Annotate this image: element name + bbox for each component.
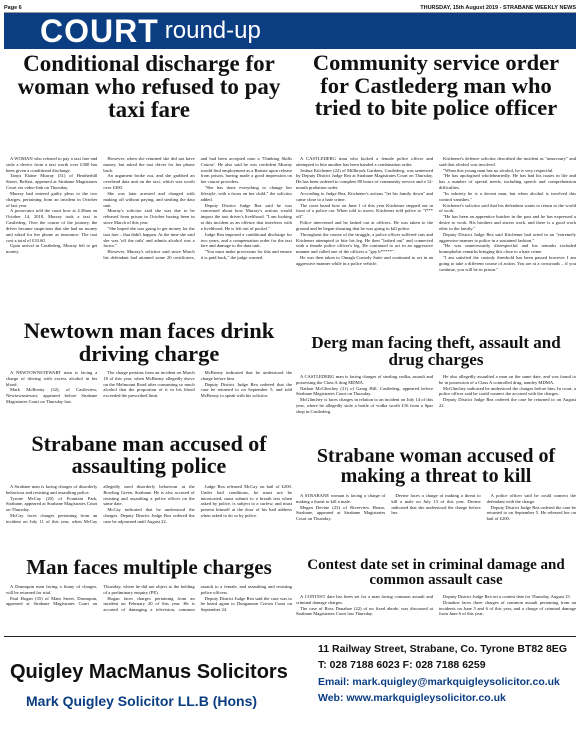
headline-contest: Contest date set in criminal damage and common assault case (307, 557, 565, 588)
article-paragraph: Deputy District Judge Rea said he was concerned about how Murray's actions would impact the taxi driver's livelihood. "I am looking at this incident as an offence that interferes with a livelihood. He is left out of pocket." (200, 202, 292, 231)
article-body-derg (296, 374, 576, 442)
article-paragraph: He was then taken to Omagh Custody Suite and continued to act in an aggressive manner while in a police vehicle. (296, 255, 433, 266)
advert-phone: T: 028 7188 6023 F: 028 7188 6259 (318, 659, 486, 672)
article-paragraph: Mark McBreaty (32), of Castleview, Newtownstewart, appeared before Strabane Magistrates Court on Thursday last. (6, 387, 98, 405)
article-body-newtown (6, 370, 292, 430)
advert-web[interactable]: Web: www.markquigleysolicitor.co.uk (318, 691, 506, 704)
article-paragraph: "In sobriety he is a decent man, but when alcohol is involved this control vanishes." (439, 190, 576, 202)
article-paragraph: Deputy District Judge Rea said the case was to be heard again to Dungannon Crown Court on September 24. (200, 595, 292, 613)
article-paragraph: McGlinchey indicated he understood the charges before him. In court, a police officer said he could connect the accused with the charges. (439, 385, 576, 397)
article-paragraph: "When this young man has no alcohol, he is very respectful. (443, 167, 554, 173)
article-paragraph: A prosecutor told the court how at 4.30am on October 14, 2018, Murray took a taxi to Castlederg. Over the course of the journey, the driver became suspicious that she had no money and asked for her phone as insurance. The taxi cost a total of £33.60. (6, 208, 98, 243)
article-body-assault (6, 484, 292, 554)
page-header-bar (4, 3, 576, 13)
article-paragraph: Tyrone McCay (20) of Fountain Park, Strabane, appeared at Strabane Magistrates Court on Thursday. (6, 495, 98, 513)
article-paragraph: McBreaty indicated that he understood the charge before him. (200, 370, 292, 381)
article-paragraph: Deputy District Judge Rea ordered that the case be returned to on September 5, and told McBreaty to speak with his solicitor. (200, 381, 292, 399)
article-paragraph: Judge Rea released McCay on bail of £200. Under bail conditions, he must not be intoxicated, must submit to a breath test when asked by police, is subject to a curfew, and must present himself at the door of his bail address when asked to do so by police. (200, 484, 292, 519)
advert-email[interactable]: Email: mark.quigley@markquigleysolicitor.co.uk (318, 675, 560, 688)
article-paragraph: An argument broke out, and she grabbed an overhead data unit on the taxi, which was worth over £300. (103, 173, 195, 191)
article-paragraph: A Strabane man is facing charges of disorderly behaviour and resisting and assaulting police. (6, 484, 98, 495)
headline-community: Community service order for Castlederg man who tried to bite police officer (312, 50, 560, 120)
section-title: COURT (40, 12, 159, 49)
article-paragraph: According to Judge Rea, Kitchener's actions "let his family down" and came close to a hate crime. (296, 190, 433, 202)
article-paragraph: Kitchener's solicitor said that his defendant wants to return to the world of work. (439, 202, 576, 214)
article-paragraph: A CASTLEDERG man is facing charges of stealing vodka, assault and possessing the Class A drug MDMA. (296, 374, 433, 385)
article-paragraph: "He has apologised wholeheartedly. He has had his issues in life and has a number of special needs, including speech and comprehension difficulties. (439, 173, 576, 191)
article-paragraph: Murray had entered guilty pleas to the two charges, pertaining from an incident in October of last year. (6, 190, 98, 208)
section-banner (4, 13, 576, 49)
article-paragraph: Throughout the course of the struggle, a police officer suffered cuts and Kitchener attempted to bite his leg. He then "lashed out" and connected with a female police officer's leg. He continued to act in an aggressive manner and called one of the officers a "gay b*****". (296, 231, 433, 255)
headline-derg: Derg man facing theft, assault and drug charges (311, 333, 561, 369)
article-paragraph: She was later arrested and charged with making off without paying, and stealing the data unit. (103, 190, 195, 208)
section-subtitle: round-up (164, 17, 261, 44)
article-paragraph: Tanya Elaine Murray (31) of Heatherhill Street, Belfast, appeared at Strabane Magistrates Court via video-link on Thursday. (6, 173, 98, 191)
article-paragraph: However, Murray's solicitor said since March his defendant had attained some 20 certificates, and had been accepted onto a 'Thinking Skills Course'. He also said he was confident Murray would find employment as a Barista upon release from prison, having made a good impression on her course providers. (103, 156, 292, 261)
article-paragraph: A police officer said he could connect the defendant with the charge. (486, 493, 576, 504)
page-number: Page 6 (4, 4, 22, 11)
article-paragraph: McGlinchey is faces charges in relation to an incident on July 14 of this year, where he allegedly stole a bottle of vodka worth £16 from a Spar shop in Castlederg. (296, 397, 433, 414)
article-paragraph: A Drumquin man facing a litany of charges, will be returned for trial. (6, 584, 98, 595)
headline-assault: Strabane man accused of assaulting police (31, 431, 267, 478)
headline-taxi: Conditional discharge for woman who refused to pay taxi fare (17, 51, 281, 122)
article-paragraph: A NEWTOWNSTEWART man is facing a charge of driving with excess alcohol in his blood. (6, 370, 98, 387)
article-paragraph: "She hoped she was going to get money for the taxi fare – that didn't happen. At the time she said she was 'off the rails' and admits alcohol was a factor." (103, 225, 195, 249)
article-paragraph: The charge pertains from an incident on March 18 of this year, when McBreaty allegedly drove on the Melmount Road after consuming so much alcohol that the proportion of it in his blood exceeded the prescribed limit. (103, 370, 195, 399)
article-body-threat (296, 493, 576, 555)
article-paragraph: Upon arrival in Castlederg, Murray left to get money. (6, 243, 98, 255)
article-paragraph: Deputy District Judge Rea ordered the case be returned to on September 5. He released her on bail of £200. (486, 504, 576, 522)
article-paragraph: Deputy District Judge Rea ordered the case be returned to on August 22. (439, 397, 576, 409)
article-body-multiple (6, 584, 292, 634)
solicitor-advert (4, 636, 576, 734)
article-body-taxi (6, 156, 292, 316)
article-paragraph: Kitchener's defence solicitor described the incident as "unsavoury" and said that alcohol was involved. (439, 156, 576, 167)
article-paragraph: Judge Rea imposed a conditional discharge for two years, and a compensation order for the taxi fare and damage to the data unit. (200, 231, 292, 249)
article-paragraph: Deputy District Judge Rea set a contest date for Thursday, August 15. (443, 594, 571, 599)
article-paragraph: "I am satisfied the custody threshold has been passed however I am going to take a different course of action. You are at a crossroads – if you continue, you will be in prison." (439, 255, 576, 272)
article-paragraph: Murray's solicitor said she was due to be released from prison in October having been in since March of this year. (103, 208, 195, 226)
article-paragraph: A STRABANE woman is facing a charge of making a threat to kill a male. (296, 493, 386, 504)
article-paragraph: Hogan faces charges pertaining from an incident on February 20 of this year. He is accused of damaging a television, common assault to a female, and assaulting and resisting police officers. (103, 584, 292, 613)
article-paragraph: McCay faces charges pertaining from an incident on July 11 of this year, when McCay allegedly used disorderly behaviour at the Bowling Green, Strabane. He is also accused of resisting and assaulting a police officer on the same date. (6, 484, 195, 524)
article-paragraph: "She has done everything to change her lifestyle, with a focus on her child," the solicitor added. (200, 185, 292, 202)
article-paragraph: Megan Devine (23) of Riverview House, Strabane, appeared at Strabane Magistrates Court on Thursday. (296, 504, 386, 522)
article-paragraph: A WOMAN who refused to pay a taxi fare and stole a device from a taxi worth over £300 has been given a conditional discharge. (6, 156, 98, 173)
article-body-community (296, 156, 576, 330)
article-paragraph: Paul Hogan (35) of Main Street, Drumquin, appeared at Strabane Magistrates Court on Thursday, where he did not object to the holding of a preliminary enquiry (PE). (6, 584, 195, 607)
article-paragraph: "He has been an apprentice butcher in the past and he has expressed a desire to work. His brothers and sisters work, and there is a good work ethic in the family." (439, 214, 576, 231)
headline-threat: Strabane woman accused of making a threat to kill (316, 445, 556, 487)
article-body-contest (296, 594, 576, 634)
article-paragraph: Donahoe faces three charges of common assault pertaining from an incidents on June 5 and 6 of this year, and a charge of criminal damage from June 6 of this year. (439, 599, 576, 617)
article-paragraph: Police intervened and he lashed out at officers. He was taken to the ground and he began shouting that he was going to kill police. (296, 220, 433, 231)
article-paragraph: He also allegedly assaulted a man on the same date, and was found to be in possession of a Class A controlled drug, namley MDMA. (439, 374, 576, 385)
article-paragraph: Deputy District Judge Rea said Kitchener had acted in an "extremely aggressive manner to police in a sustained fashion." (439, 231, 576, 243)
advert-firm-name: Quigley MacManus Solicitors (10, 661, 288, 683)
article-paragraph: The case of Ross Donahoe (22) of no fixed abode, was discussed at Strabane Magistrates Court last Thursday. (296, 605, 433, 617)
article-paragraph: "You must make provisions for this and ensure it is paid back," the judge warned. (200, 249, 292, 261)
article-paragraph: However, when she returned she did not have money, but asked the taxi driver for her phone back. (103, 156, 195, 173)
advert-contact-block (318, 641, 567, 706)
article-paragraph: "He was unnecessarily disrespectful and his remarks included homophobic remarks bringing this close to a hate crime. (439, 243, 576, 255)
article-paragraph: The court heard how on June 1 of this year Kitchener stepped out in front of a police car. When told to move, Kitchener told police to "f*** off". (296, 202, 433, 220)
article-paragraph: A CASTLEDERG man who kicked a female police officer and attempted to bite another has been handed a combination order. (296, 156, 433, 167)
article-paragraph: Joshua Kitchener (22) of Millbrook Gardens, Castlederg, was sentenced by Deputy District Judge Rea at Strabane Magistrates Court on Thursday. He has been ordered to complete 80 hours of community service and a 12-month probation order. (296, 167, 433, 191)
article-paragraph: Nathan McGlinchey (21) of Garag Hill, Castlederg, appeared before Strabane Magistrates Court on Thursday. (296, 385, 433, 397)
article-paragraph: A CONTEST date has been set for a man facing common assault and criminal damage charges. (296, 594, 433, 605)
advert-principal: Mark Quigley Solicitor LL.B (Hons) (26, 693, 258, 709)
headline-multiple: Man faces multiple charges (26, 555, 272, 579)
article-paragraph: Devine faces a charge of making a threat to kill a male on July 13 of this year. Devine indicated that she understood the charge before her. (391, 493, 481, 516)
dateline: THURSDAY, 15th August 2019 - STRABANE WEEKLY NEWS (420, 4, 576, 11)
article-paragraph: McCay indicated that he understood the charges. Deputy District Judge Rea ordered the case be adjourned until August 22. (103, 507, 195, 524)
headline-newtown: Newtown man faces drink driving charge (23, 318, 275, 366)
advert-address: 11 Railway Street, Strabane, Co. Tyrone BT82 8EG (318, 643, 567, 655)
